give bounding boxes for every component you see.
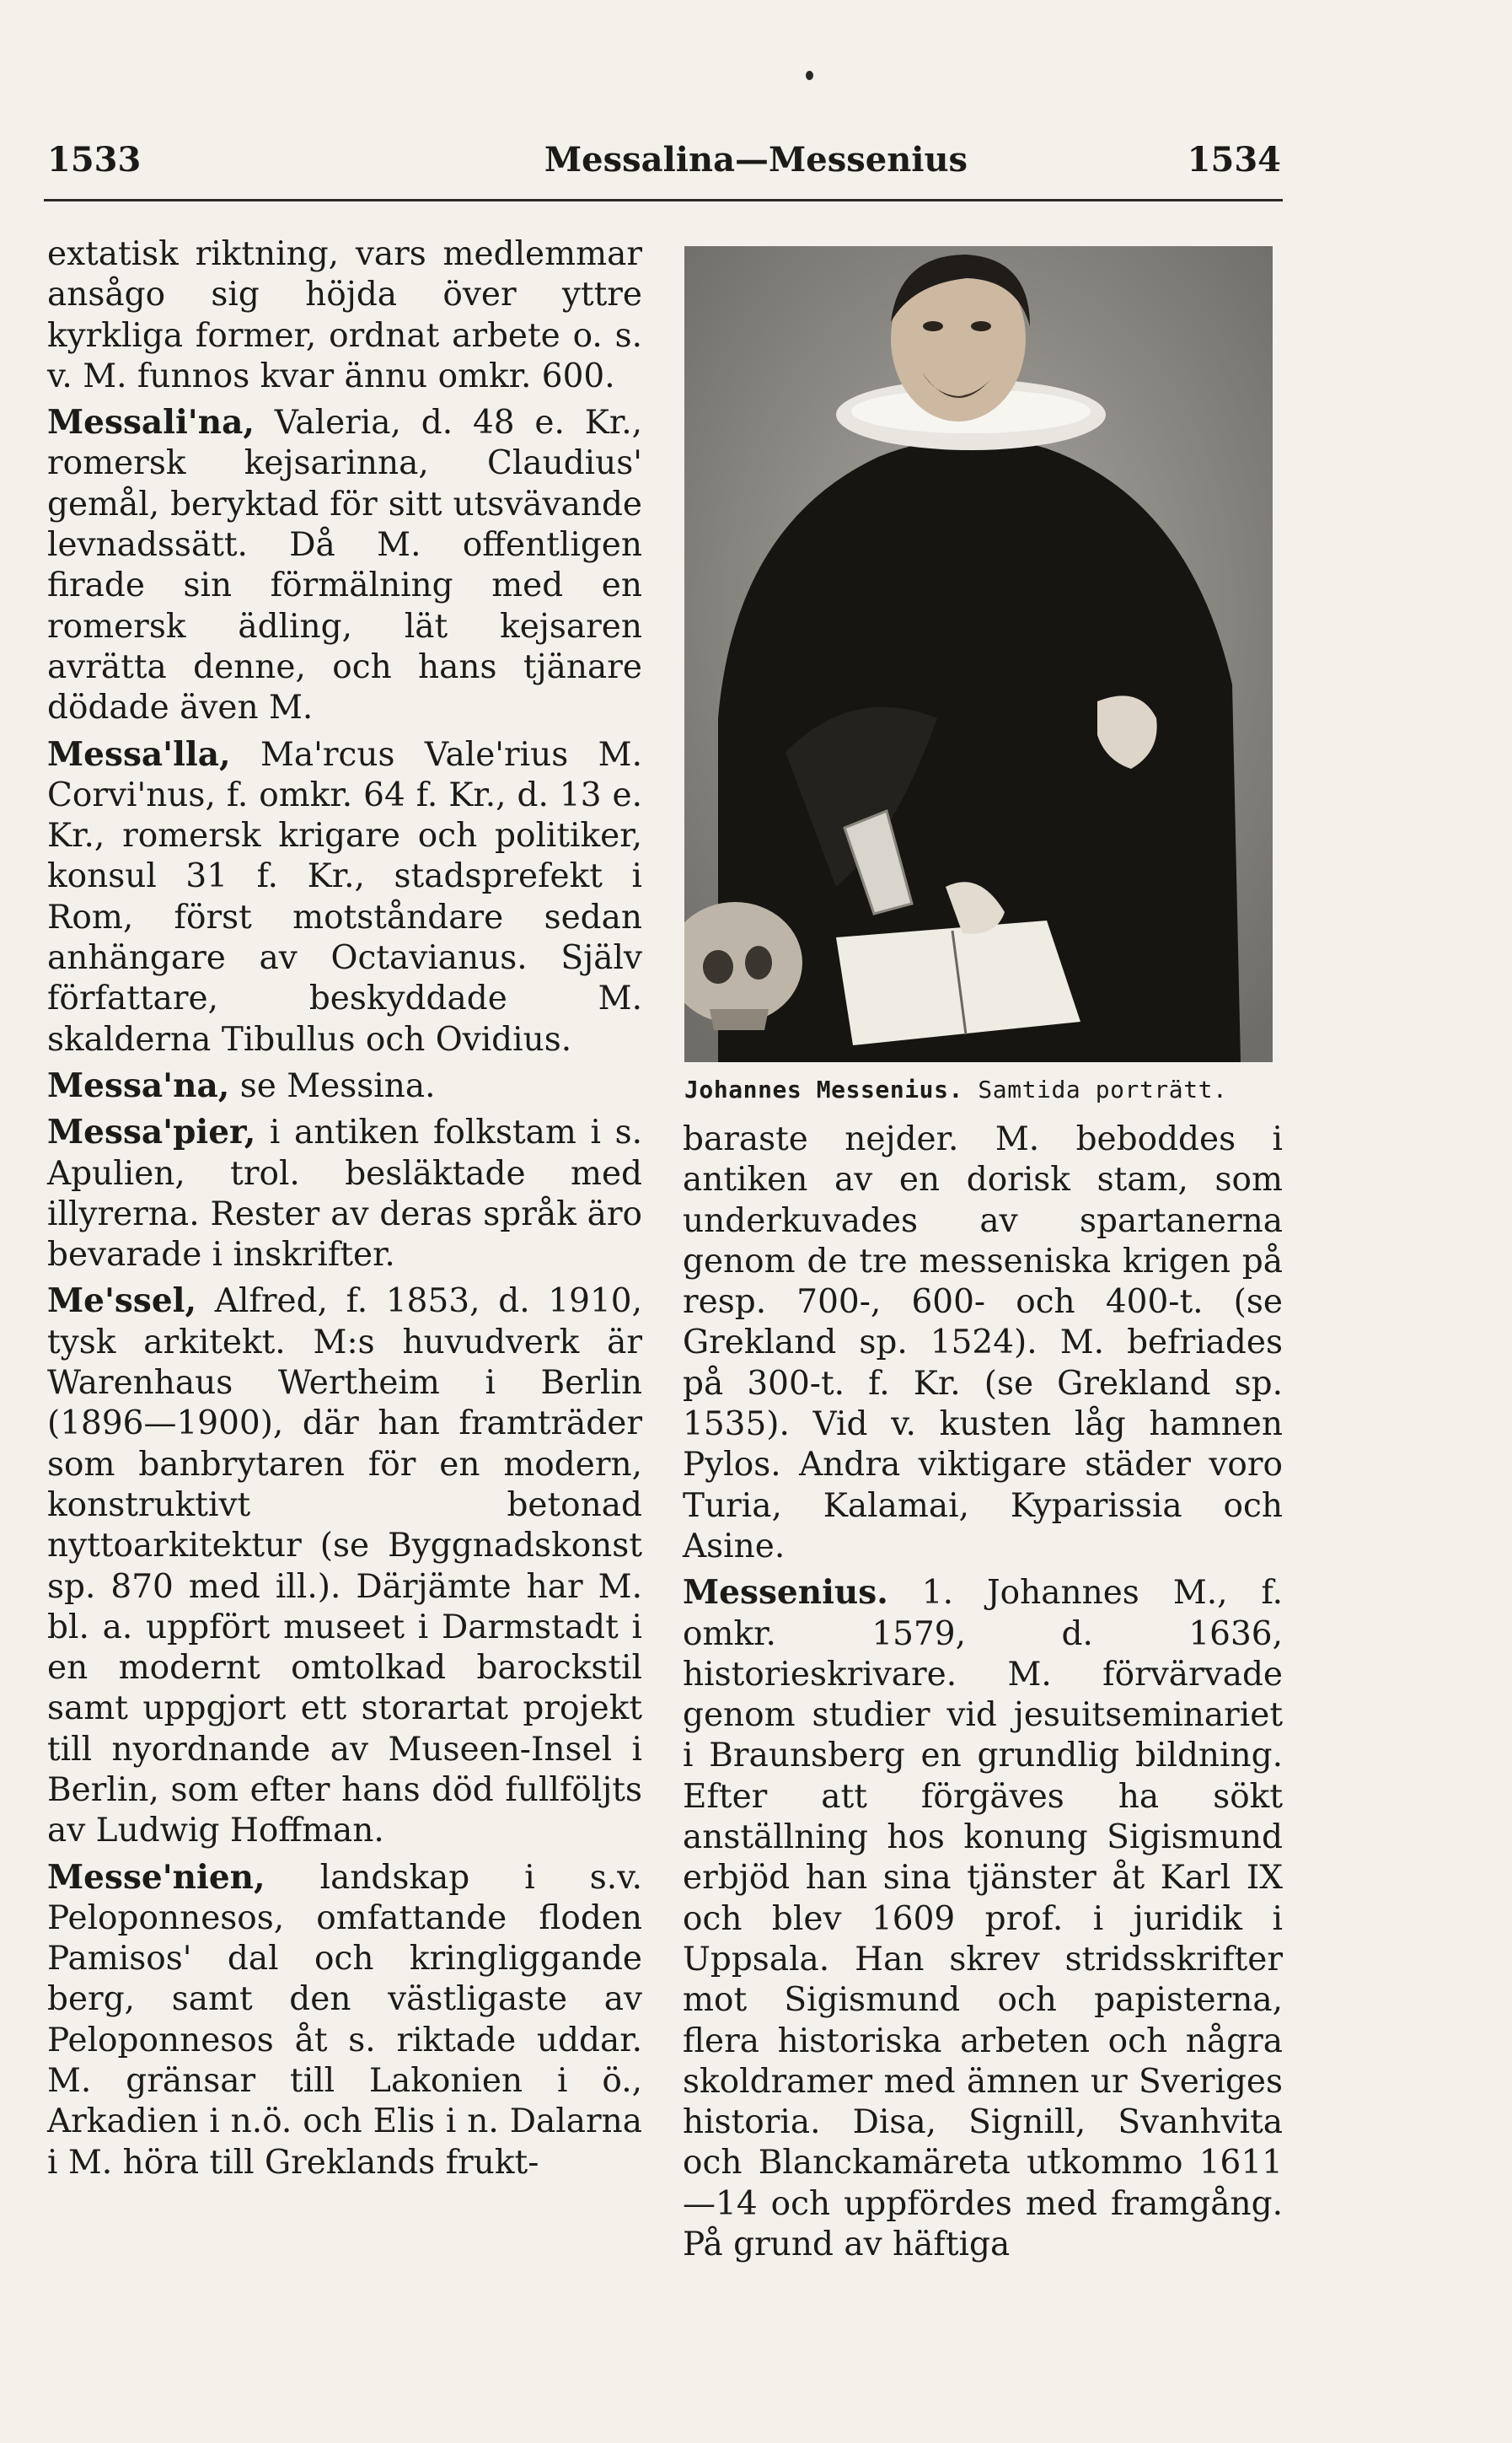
headword: Messa'na, bbox=[47, 1066, 230, 1105]
page-number-right: 1534 bbox=[1187, 140, 1281, 180]
entry-messalina bbox=[47, 402, 642, 728]
entry-body: 1. Johannes M., f. omkr. 1579, d. 1636, historieskrivare. M. förvärvade genom studier vid jesuitseminariet i Braunsberg en grundlig bildning. Efter att förgäves ha sökt anställning hos konung Sigismund erbjöd han sina tjänster åt Karl IX och blev 1609 prof. i juridik i Uppsala. Han skrev stridsskrifter mot Sigismund och papisterna, flera historiska arbeten och några skoldramer med ämnen ur Sveriges historia. Disa, Signill, Svanhvita och Blanckamäreta utkommo 1611—14 och uppfördes med framgång. På grund av häftiga bbox=[683, 1574, 1283, 2264]
entry-body: landskap i s.v. Peloponnesos, omfattande floden Pamisos' dal och kringliggande berg, samt den västligaste av Peloponnesos åt s. riktade uddar. M. gränsar till Lakonien i ö., Arkadien i n.ö. och Elis i n. Dalarna i M. höra till Greklands frukt- bbox=[47, 1858, 642, 2182]
headword: Messa'pier, bbox=[47, 1113, 256, 1152]
portrait-image bbox=[684, 246, 1273, 1062]
entry-messel bbox=[47, 1281, 642, 1851]
entry-continuation: extatisk riktning, vars medlemmar ansågo sig höjda över yttre kyrkliga former, ordnat arbete o. s. v. M. funnos kvar ännu omkr. 600. bbox=[47, 235, 642, 395]
left-column bbox=[47, 234, 642, 2183]
entry-messenien bbox=[47, 1857, 642, 2183]
entry-body: Valeria, d. 48 e. Kr., romersk kejsarinna, Claudius' gemål, beryktad för sitt utsvävande levnadssätt. Då M. offentligen firade sin förmälning med en romersk ädling, lät kejsaren avrätta denne, och hans tjänare dödade även M. bbox=[47, 404, 642, 728]
entry-messapier bbox=[47, 1112, 642, 1275]
caption-name: Johannes Messenius. bbox=[684, 1076, 963, 1103]
headword: Me'ssel, bbox=[47, 1281, 197, 1321]
page-number-left: 1533 bbox=[47, 140, 142, 180]
right-column bbox=[683, 1119, 1283, 2265]
headword: Messe'nien, bbox=[47, 1857, 265, 1897]
entry-body: i antiken folkstam i s. Apulien, trol. besläktade med illyrerna. Rester av deras språk äro bevarade i inskrifter. bbox=[47, 1114, 642, 1275]
caption-text: Samtida porträtt. bbox=[962, 1076, 1228, 1103]
portrait-illustration bbox=[684, 246, 1273, 1062]
image-caption bbox=[684, 1076, 1274, 1103]
headword: Messenius. bbox=[683, 1573, 888, 1613]
entry-continuation: baraste nejder. M. beboddes i antiken av en dorisk stam, som underkuvades av spartanerna genom de tre messeniska krigen på resp. 700-, 600- och 400-t. (se Grekland sp. 1524). M. befriades på 300-t. f. Kr. (se Grekland sp. 1535). Vid v. kusten låg hamnen Pylos. Andra viktigare städer voro Turia, Kalamai, Kyparissia och Asine. bbox=[683, 1120, 1283, 1565]
running-title: Messalina—Messenius bbox=[544, 140, 968, 180]
entry-body: se Messina. bbox=[229, 1066, 436, 1105]
entry-body: Alfred, f. 1853, d. 1910, tysk arkitekt. M:s huvudverk är Warenhaus Wertheim i Berlin (1896—1900), där han framträder som banbrytaren för en modern, konstruktivt betonad nyttoarkitektur (se Byggnadskonst sp. 870 med ill.). Därjämte har M. bl. a. uppfört museet i Darmstadt i en modernt omtolkad barockstil samt uppgjort ett storartat projekt till nyordnande av Museen-Insel i Berlin, som efter hans död fullföljts av Ludwig Hoffman. bbox=[47, 1282, 642, 1850]
headword: Messa'lla, bbox=[47, 734, 231, 774]
print-speck bbox=[806, 71, 813, 80]
entry-messana bbox=[47, 1066, 642, 1107]
entry-messalla bbox=[47, 734, 642, 1060]
entry-messenius bbox=[683, 1572, 1283, 2265]
headword: Messali'na, bbox=[47, 403, 255, 443]
header-rule bbox=[44, 199, 1283, 201]
entry-body: Ma'rcus Vale'rius M. Corvi'nus, f. omkr. 64 f. Kr., d. 13 e. Kr., romersk krigare och politiker, konsul 31 f. Kr., stadsprefekt i Rom, först motståndare sedan anhängare av Octavianus. Själv författare, beskyddade M. skalderna Tibullus och Ovidius. bbox=[47, 735, 642, 1059]
